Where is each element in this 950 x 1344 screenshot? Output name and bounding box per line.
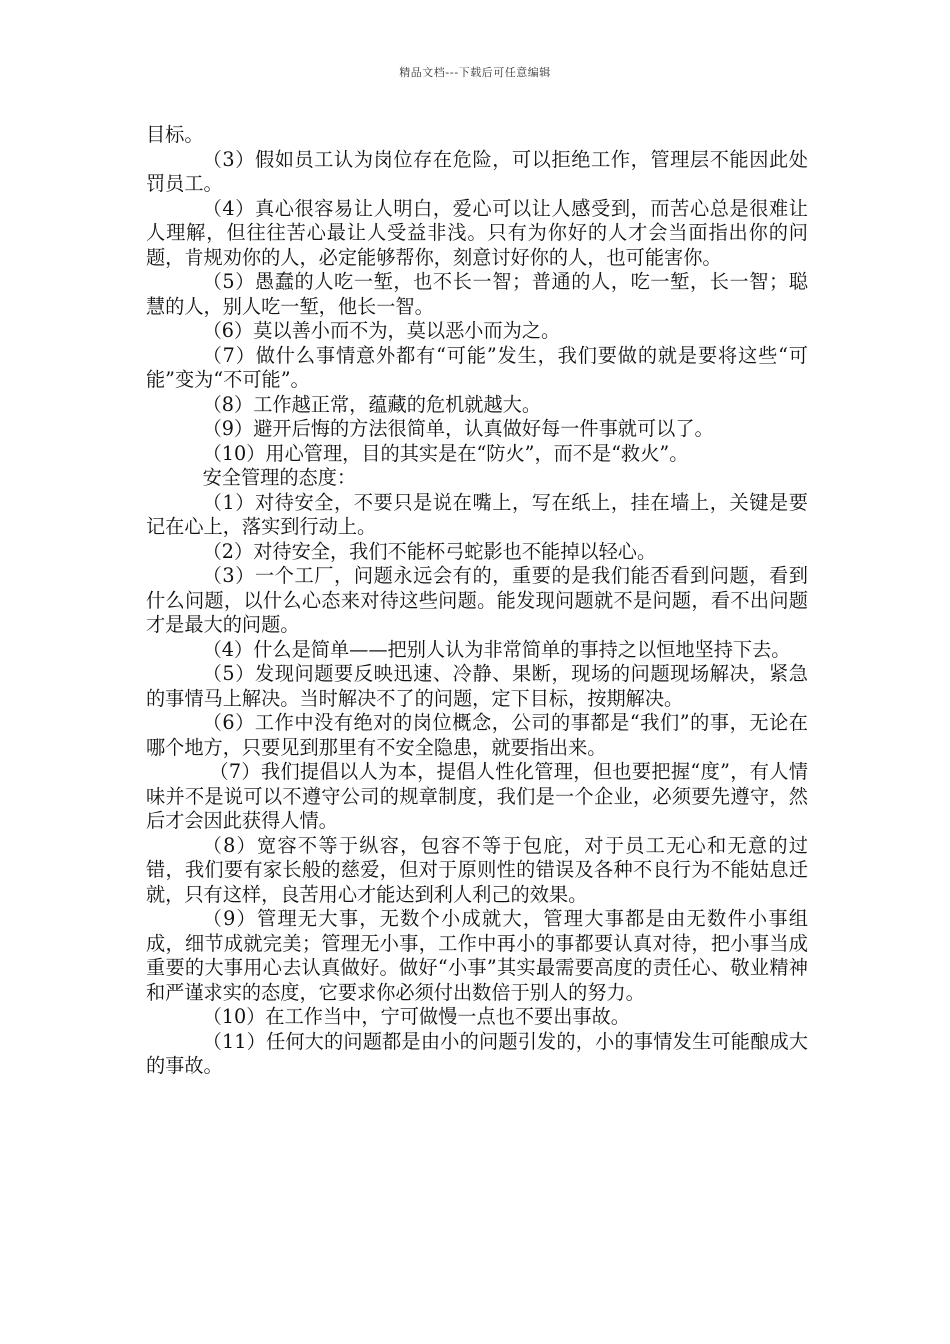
paragraph: （7）我们提倡以人为本，提倡人性化管理，但也要把握“度”，有人情味并不是说可以不遵守公司的规章制度，我们是一个企业，必须要先遵守，然后才会因此获得人情。 <box>146 760 808 832</box>
paragraph: （7）做什么事情意外都有“可能”发生，我们要做的就是要将这些“可能”变为“不可能”。 <box>146 343 808 391</box>
section-heading: 安全管理的态度： <box>202 466 357 489</box>
paragraph: （10）在工作当中，宁可做慢一点也不要出事故。 <box>202 1005 630 1028</box>
paragraph: （9）避开后悔的方法很简单，认真做好每一件事就可以了。 <box>202 417 714 440</box>
paragraph: 目标。 <box>146 123 204 146</box>
paragraph: （9）管理无大事，无数个小成就大，管理大事都是由无数件小事组成，细节成就完美；管理无小事，工作中再小的事都要认真对待，把小事当成重要的大事用心去认真做好。做好“小事”其实最需要高度的责任心、敬业精神和严谨求实的态度，它要求你必须付出数倍于别人的努力。 <box>146 907 808 1004</box>
paragraph: （4）什么是简单——把别人认为非常简单的事持之以恒地坚持下去。 <box>202 637 791 661</box>
paragraph: （1）对待安全，不要只是说在嘴上，写在纸上，挂在墙上，关键是要记在心上，落实到行动上。 <box>146 490 808 538</box>
paragraph: （6）莫以善小而不为，莫以恶小而为之。 <box>202 319 561 342</box>
paragraph: （5）发现问题要反映迅速、冷静、果断，现场的问题现场解决，紧急的事情马上解决。当时解决不了的问题，定下目标，按期解决。 <box>146 662 808 710</box>
paragraph: （4）真心很容易让人明白，爱心可以让人感受到，而苦心总是很难让人理解，但往往苦心最让人受益非浅。只有为你好的人才会当面指出你的问题，肯规劝你的人，必定能够帮你，刻意讨好你的人，也可能害你。 <box>146 196 808 269</box>
paragraph: （3）假如员工认为岗位存在危险，可以拒绝工作，管理层不能因此处罚员工。 <box>146 147 808 195</box>
document-body <box>146 123 808 1079</box>
paragraph: （8）宽容不等于纵容，包容不等于包庇，对于员工无心和无意的过错，我们要有家长般的慈爱，但对于原则性的错误及各种不良行为不能姑息迁就，只有这样，良苦用心才能达到利人利己的效果。 <box>146 833 808 906</box>
paragraph: （8）工作越正常，蕴藏的危机就越大。 <box>202 392 542 416</box>
paragraph: （3）一个工厂，问题永远会有的，重要的是我们能否看到问题，看到什么问题，以什么心态来对待这些问题。能发现问题就不是问题，看不出问题才是最大的问题。 <box>146 564 808 636</box>
paragraph: （6）工作中没有绝对的岗位概念，公司的事都是“我们”的事，无论在哪个地方，只要见到那里有不安全隐患，就要指出来。 <box>146 711 808 759</box>
paragraph: （5）愚蠢的人吃一堑，也不长一智；普通的人，吃一堑，长一智；聪慧的人，别人吃一堑，他长一智。 <box>146 270 808 318</box>
page-header: 精品文档---下载后可任意编辑 <box>399 66 551 79</box>
paragraph: （11）任何大的问题都是由小的问题引发的，小的事情发生可能酿成大的事故。 <box>146 1029 808 1077</box>
paragraph: （2）对待安全，我们不能杯弓蛇影也不能掉以轻心。 <box>202 539 657 563</box>
paragraph: （10）用心管理，目的其实是在“防火”，而不是“救火”。 <box>202 441 689 465</box>
